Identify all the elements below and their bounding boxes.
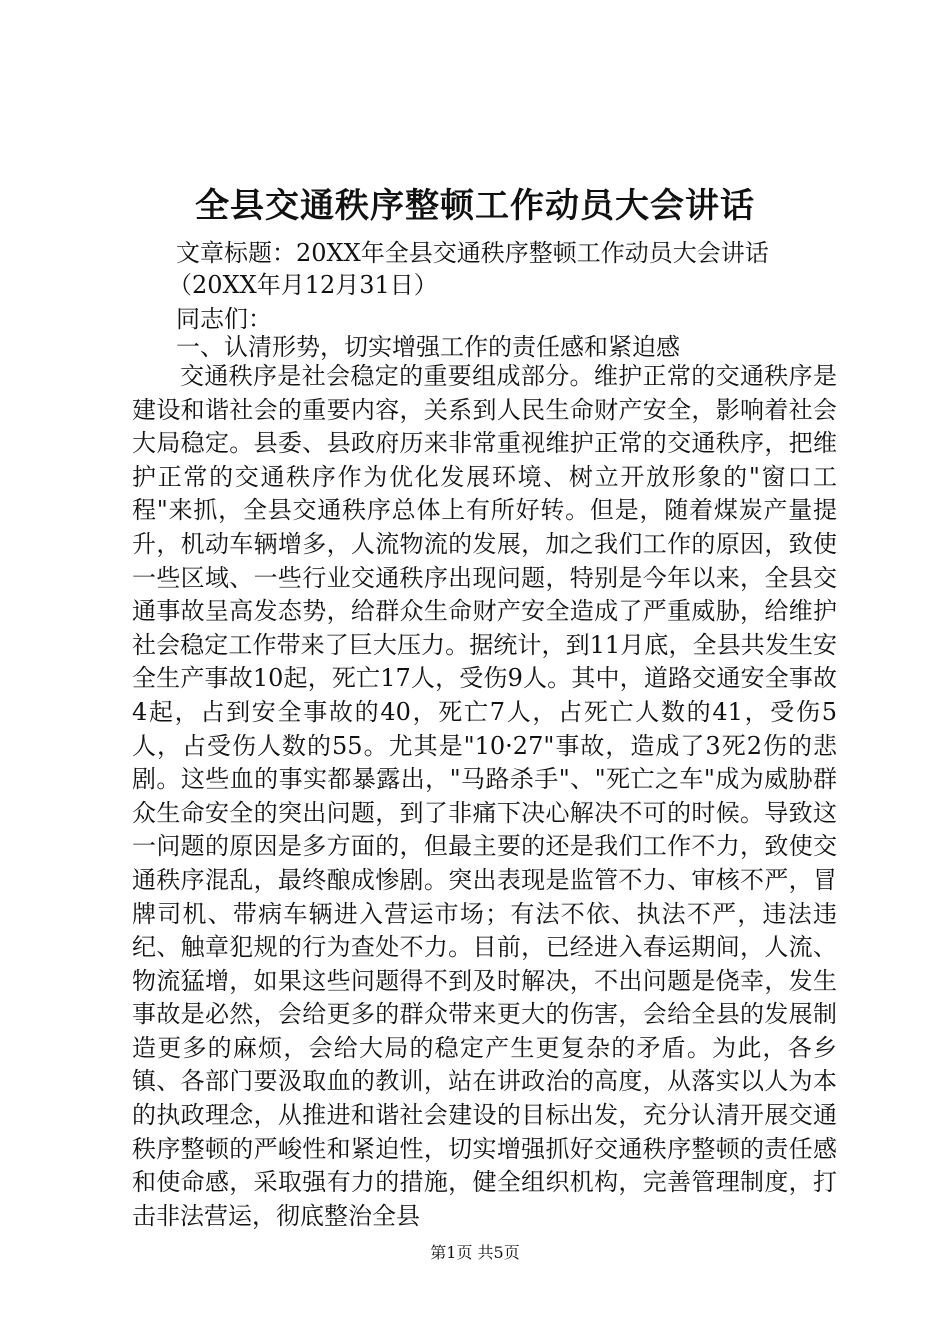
article-title-line: 文章标题：20XX年全县交通秩序整顿工作动员大会讲话: [176, 239, 769, 267]
document-title: 全县交通秩序整顿工作动员大会讲话: [195, 186, 755, 226]
page-footer: 第1页 共5页: [430, 1243, 520, 1262]
greeting: 同志们：: [176, 305, 272, 333]
body-paragraph: 交通秩序是社会稳定的重要组成部分。维护正常的交通秩序是建设和谐社会的重要内容，关系到人民生命财产安全，影响着社会大局稳定。县委、县政府历来非常重视维护正常的交通秩序，把维护正常的交通秩序作为优化发展环境、树立开放形象的"窗口工程"来抓，全县交通秩序总体上有所好转。但是，随着煤炭产量提升，机动车辆增多，人流物流的发展，加之我们工作的原因，致使一些区域、一些行业交通秩序出现问题，特别是今年以来，全县交通事故呈高发态势，给群众生命财产安全造成了严重威胁，给维护社会稳定工作带来了巨大压力。据统计，到11月底，全县共发生安全生产事故10起，死亡17人，受伤9人。其中，道路交通安全事故4起，占到安全事故的40，死亡7人，占死亡人数的41，受伤5人，占受伤人数的55。尤其是"10·27"事故，造成了3死2伤的悲剧。这些血的事实都暴露出，"马路杀手"、"死亡之车"成为威胁群众生命安全的突出问题，到了非痛下决心解决不可的时候。导致这一问题的原因是多方面的，但最主要的还是我们工作不力，致使交通秩序混乱，最终酿成惨剧。突出表现是监管不力、审核不严，冒牌司机、带病车辆进入营运市场；有法不依、执法不严，违法违纪、触章犯规的行为查处不力。目前，已经进入春运期间，人流、物流猛增，如果这些问题得不到及时解决，不出问题是侥幸，发生事故是必然，会给更多的群众带来更大的伤害，会给全县的发展制造更多的麻烦，会给大局的稳定产生更复杂的矛盾。为此，各乡镇、各部门要汲取血的教训，站在讲政治的高度，从落实以人为本的执政理念，从推进和谐社会建设的目标出发，充分认清开展交通秩序整顿的严峻性和紧迫性，切实增强抓好交通秩序整顿的责任感和使命感，采取强有力的措施，健全组织机构，完善管理制度，打击非法营运，彻底整治全县: [132, 362, 837, 1230]
section-heading: 一、认清形势，切实增强工作的责任感和紧迫感: [176, 333, 680, 361]
date-line: （20XX年月12月31日）: [168, 271, 438, 299]
